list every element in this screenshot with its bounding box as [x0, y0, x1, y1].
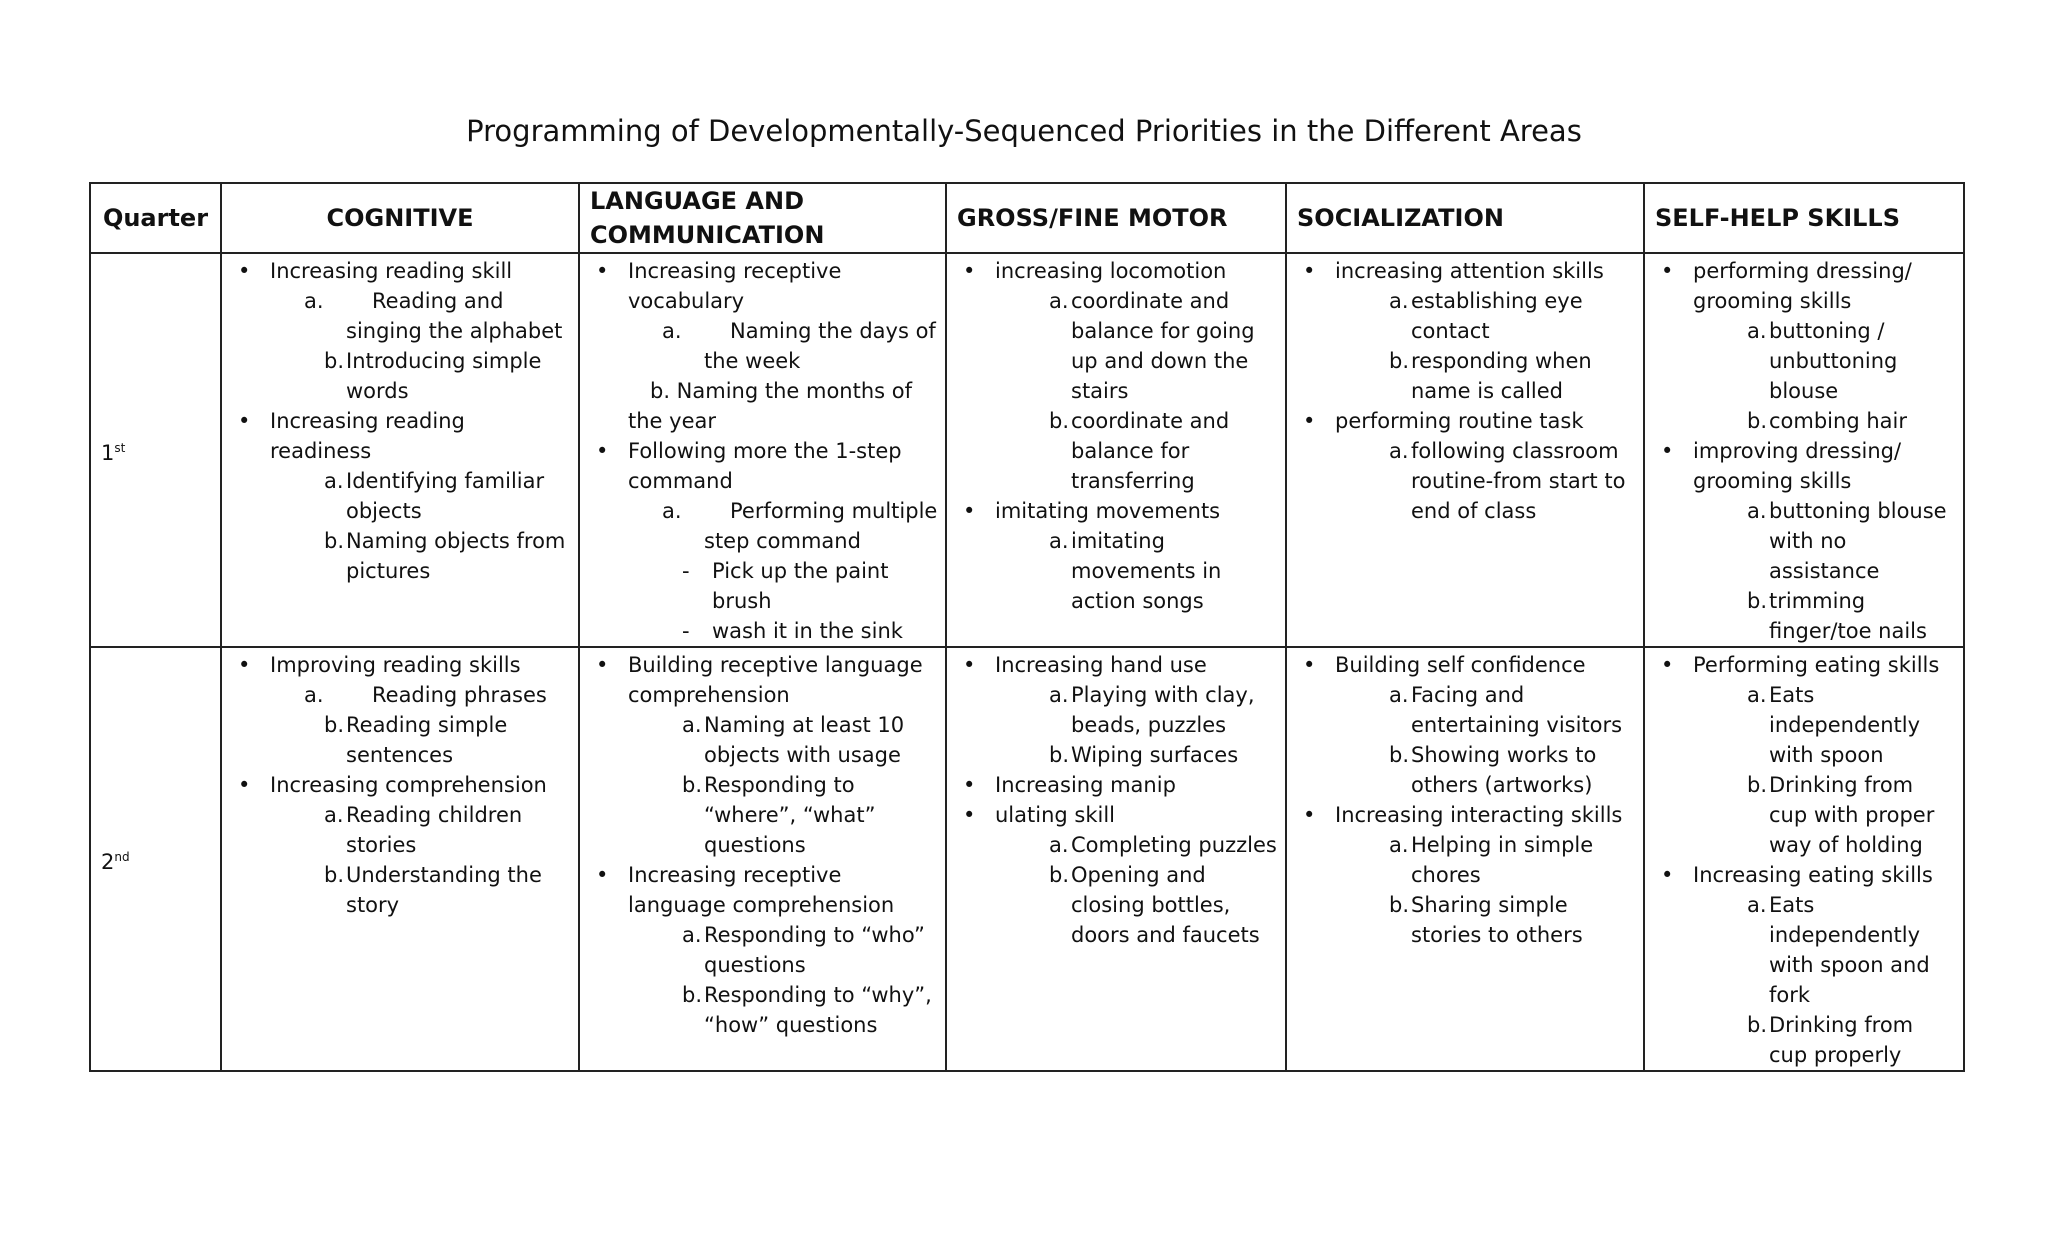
sub-text: Helping in simple chores	[1411, 833, 1594, 887]
sub-marker: a.	[1747, 319, 1767, 343]
bullet-text: improving dressing/ grooming skills	[1693, 439, 1902, 493]
bullet-item	[1295, 406, 1637, 526]
sub-text: buttoning / unbuttoning blouse	[1769, 319, 1898, 403]
sub-marker: b.	[324, 349, 345, 373]
sub-text: Responding to “who” questions	[704, 923, 925, 977]
quarter-suffix: nd	[114, 849, 130, 864]
sub-marker: a.	[304, 683, 324, 707]
bullet-item	[1295, 256, 1637, 406]
sub-marker: a.	[1049, 833, 1069, 857]
sub-item	[1335, 346, 1637, 406]
sub-text: Playing with clay, beads, puzzles	[1071, 683, 1255, 737]
bullet-item	[1653, 860, 1957, 1070]
sub-item	[1693, 770, 1957, 860]
sub-item	[270, 346, 572, 406]
sub-marker: a.	[682, 713, 702, 737]
area-cell-language	[579, 253, 946, 647]
sub-marker: b.	[682, 773, 703, 797]
sub-marker: a.	[1389, 833, 1409, 857]
bullet-item	[955, 256, 1279, 496]
bullet-text: ulating skill	[995, 803, 1116, 827]
bullet-text: Increasing receptive language comprehension	[628, 863, 895, 917]
bullet-text: Increasing interacting skills	[1335, 803, 1623, 827]
sub-marker: b.	[324, 529, 345, 553]
sub-item	[270, 860, 572, 920]
bullet-list	[1295, 650, 1637, 950]
sub-text: Reading children stories	[346, 803, 523, 857]
sub-item	[270, 800, 572, 860]
bullet-item	[588, 436, 939, 646]
bullet-list	[230, 256, 572, 586]
quarter-suffix: st	[114, 440, 126, 455]
bullet-list	[1653, 256, 1957, 646]
area-cell-motor	[946, 647, 1286, 1071]
bullet-text: Improving reading skills	[270, 653, 521, 677]
sub-list	[270, 286, 572, 406]
sub-item	[1335, 740, 1637, 800]
sub-text: trimming finger/toe nails	[1769, 589, 1927, 643]
cell-content	[580, 648, 945, 1040]
bullet-text: Building receptive language comprehension	[628, 653, 923, 707]
table-row	[90, 253, 1964, 647]
sub-text: buttoning blouse with no assistance	[1769, 499, 1947, 583]
bullet-text: Increasing receptive vocabulary	[628, 259, 842, 313]
priorities-table	[89, 182, 1965, 1072]
sub-text: Naming the days of the week	[704, 319, 936, 373]
sub-marker: a.	[1747, 893, 1767, 917]
bullet-item	[588, 860, 939, 1040]
bullet-text: Increasing comprehension	[270, 773, 547, 797]
sub-item	[628, 316, 939, 376]
sub-marker: b.	[324, 863, 345, 887]
bullet-text: Following more the 1-step command	[628, 439, 902, 493]
sub-marker: a.	[324, 803, 344, 827]
bullet-text: Increasing eating skills	[1693, 863, 1933, 887]
bullet-item	[1653, 436, 1957, 646]
extra-text: b. Naming the months of the year	[628, 379, 913, 433]
sub-item	[1335, 890, 1637, 950]
sub-text: Facing and entertaining visitors	[1411, 683, 1623, 737]
cell-content	[1287, 254, 1643, 526]
sub-item	[1693, 680, 1957, 770]
sub-item	[270, 526, 572, 586]
bullet-text: Increasing reading skill	[270, 259, 513, 283]
sub-marker: b.	[1747, 773, 1768, 797]
sub-item	[628, 710, 939, 770]
bullet-list	[588, 256, 939, 646]
sub-list	[995, 526, 1279, 616]
cell-content	[222, 648, 578, 920]
bullet-list	[955, 650, 1279, 950]
sub-marker: a.	[304, 289, 324, 313]
sub-text: Completing puzzles	[1071, 833, 1277, 857]
sub-text: Wiping surfaces	[1071, 743, 1239, 767]
sub-marker: a.	[662, 499, 682, 523]
sub-list	[995, 680, 1279, 770]
cell-content	[947, 254, 1285, 616]
sub-text: Naming objects from pictures	[346, 529, 566, 583]
sub-item	[270, 680, 572, 710]
page-title: Programming of Developmentally-Sequenced Priorities in the Different Areas	[466, 114, 1582, 148]
sub-text: establishing eye contact	[1411, 289, 1583, 343]
sub-text: Performing multiple step command	[704, 499, 938, 553]
sub-text: Eats independently with spoon and fork	[1769, 893, 1930, 1007]
bullet-text: Performing eating skills	[1693, 653, 1940, 677]
sub-text: responding when name is called	[1411, 349, 1592, 403]
sub-marker: b.	[1049, 409, 1070, 433]
sub-item	[628, 770, 939, 860]
area-cell-motor	[946, 253, 1286, 647]
sub-text: Introducing simple words	[346, 349, 542, 403]
sub-item	[1693, 586, 1957, 646]
sub-text: Showing works to others (artworks)	[1411, 743, 1597, 797]
sub-list	[1335, 830, 1637, 950]
area-cell-social	[1286, 253, 1644, 647]
bullet-item	[230, 650, 572, 770]
sub-item	[1693, 496, 1957, 586]
area-cell-social	[1286, 647, 1644, 1071]
sub-marker: b.	[1747, 409, 1768, 433]
sub-text: Reading phrases	[372, 683, 547, 707]
sub-marker: a.	[324, 469, 344, 493]
quarter-cell	[90, 647, 221, 1071]
dash-item: - Pick up the paint brush	[628, 556, 939, 616]
sub-list	[995, 830, 1279, 950]
sub-marker: a.	[662, 319, 682, 343]
sub-list	[628, 496, 939, 556]
sub-marker: b.	[324, 713, 345, 737]
bullet-item	[1653, 256, 1957, 436]
sub-marker: a.	[1049, 289, 1069, 313]
dash-item: - wash it in the sink	[628, 616, 939, 646]
bullet-item	[955, 770, 1279, 800]
sub-marker: a.	[1389, 439, 1409, 463]
sub-item	[995, 740, 1279, 770]
cell-content	[222, 254, 578, 586]
bullet-item	[1295, 800, 1637, 950]
sub-list	[1335, 286, 1637, 406]
sub-text: coordinate and balance for transferring	[1071, 409, 1230, 493]
header-quarter: Quarter	[90, 183, 221, 253]
sub-text: following classroom routine-from start to end of class	[1411, 439, 1626, 523]
sub-list	[995, 286, 1279, 496]
sub-item	[1693, 406, 1957, 436]
sub-item	[270, 710, 572, 770]
sub-text: Sharing simple stories to others	[1411, 893, 1583, 947]
sub-marker: a.	[1389, 683, 1409, 707]
header-language: LANGUAGE AND COMMUNICATION	[579, 183, 946, 253]
sub-item	[628, 980, 939, 1040]
sub-item	[995, 406, 1279, 496]
bullet-text: Increasing reading readiness	[270, 409, 465, 463]
bullet-text: Building self confidence	[1335, 653, 1586, 677]
sub-item	[1335, 436, 1637, 526]
cell-content	[1645, 648, 1963, 1070]
sub-item	[628, 920, 939, 980]
bullet-item	[1295, 650, 1637, 800]
quarter-cell	[90, 253, 221, 647]
sub-marker: b.	[682, 983, 703, 1007]
sub-marker: b.	[1389, 743, 1410, 767]
sub-item	[270, 466, 572, 526]
sub-list	[270, 680, 572, 770]
header-socialization: SOCIALIZATION	[1286, 183, 1644, 253]
area-cell-cognitive	[221, 647, 579, 1071]
cell-content	[947, 648, 1285, 950]
bullet-item	[230, 406, 572, 586]
sub-marker: b.	[1049, 863, 1070, 887]
sub-text: Responding to “why”, “how” questions	[704, 983, 932, 1037]
sub-item	[995, 830, 1279, 860]
sub-text: Reading simple sentences	[346, 713, 508, 767]
sub-item	[995, 680, 1279, 740]
cell-content	[1645, 254, 1963, 646]
sub-item	[995, 286, 1279, 406]
quarter-number: 1	[101, 440, 115, 465]
sub-list	[628, 920, 939, 1040]
table-row	[90, 647, 1964, 1071]
sub-list	[1693, 496, 1957, 646]
header-motor: GROSS/FINE MOTOR	[946, 183, 1286, 253]
bullet-item	[955, 650, 1279, 770]
header-row	[90, 183, 1964, 253]
sub-item	[1693, 890, 1957, 1010]
sub-marker: b.	[1389, 349, 1410, 373]
sub-text: coordinate and balance for going up and down the stairs	[1071, 289, 1255, 403]
bullet-text: performing routine task	[1335, 409, 1584, 433]
sub-item	[995, 526, 1279, 616]
area-cell-selfhelp	[1644, 253, 1964, 647]
sub-list	[270, 800, 572, 920]
sub-text: Drinking from cup with proper way of holding	[1769, 773, 1935, 857]
sub-text: combing hair	[1769, 409, 1907, 433]
sub-text: Understanding the story	[346, 863, 542, 917]
sub-marker: a.	[682, 923, 702, 947]
sub-marker: a.	[1747, 499, 1767, 523]
sub-marker: a.	[1049, 683, 1069, 707]
sub-list	[1693, 316, 1957, 436]
sub-marker: a.	[1747, 683, 1767, 707]
area-cell-cognitive	[221, 253, 579, 647]
header-cognitive: COGNITIVE	[221, 183, 579, 253]
dash-list	[628, 556, 939, 646]
bullet-item	[1653, 650, 1957, 860]
sub-item	[1693, 1010, 1957, 1070]
sub-item	[1335, 680, 1637, 740]
bullet-text: increasing locomotion	[995, 259, 1227, 283]
bullet-item	[955, 496, 1279, 616]
bullet-text: Increasing hand use	[995, 653, 1207, 677]
sub-item	[1693, 316, 1957, 406]
sub-list	[1335, 680, 1637, 800]
bullet-list	[1653, 650, 1957, 1070]
sub-text: imitating movements in action songs	[1071, 529, 1222, 613]
sub-text: Naming at least 10 objects with usage	[704, 713, 905, 767]
sub-text: Reading and singing the alphabet	[346, 289, 563, 343]
sub-list	[1693, 890, 1957, 1070]
sub-item	[1335, 830, 1637, 890]
bullet-text: performing dressing/ grooming skills	[1693, 259, 1912, 313]
sub-item	[270, 286, 572, 346]
sub-text: Opening and closing bottles, doors and faucets	[1071, 863, 1260, 947]
sub-text: Drinking from cup properly	[1769, 1013, 1914, 1067]
bullet-list	[588, 650, 939, 1040]
bullet-item	[588, 256, 939, 436]
sub-list	[628, 316, 939, 376]
bullet-list	[230, 650, 572, 920]
sub-text: Responding to “where”, “what” questions	[704, 773, 876, 857]
sub-list	[628, 710, 939, 860]
bullet-text: increasing attention skills	[1335, 259, 1604, 283]
bullet-list	[1295, 256, 1637, 526]
quarter-number: 2	[101, 849, 115, 874]
area-cell-language	[579, 647, 946, 1071]
sub-marker: b.	[1747, 589, 1768, 613]
sub-marker: a.	[1049, 529, 1069, 553]
sub-marker: b.	[1747, 1013, 1768, 1037]
sub-text: Eats independently with spoon	[1769, 683, 1921, 767]
sub-marker: a.	[1389, 289, 1409, 313]
cell-content	[1287, 648, 1643, 950]
bullet-item	[588, 650, 939, 860]
sub-item	[628, 496, 939, 556]
bullet-item	[955, 800, 1279, 950]
sub-list	[270, 466, 572, 586]
bullet-item	[230, 770, 572, 920]
sub-text: Identifying familiar objects	[346, 469, 545, 523]
cell-content	[580, 254, 945, 646]
area-cell-selfhelp	[1644, 647, 1964, 1071]
bullet-text: imitating movements	[995, 499, 1221, 523]
bullet-item	[230, 256, 572, 406]
sub-list	[1335, 436, 1637, 526]
sub-item	[995, 860, 1279, 950]
bullet-list	[955, 256, 1279, 616]
sub-list	[1693, 680, 1957, 860]
sub-marker: b.	[1389, 893, 1410, 917]
header-self-help: SELF-HELP SKILLS	[1644, 183, 1964, 253]
bullet-text: Increasing manip	[995, 773, 1176, 797]
sub-marker: b.	[1049, 743, 1070, 767]
sub-item	[1335, 286, 1637, 346]
